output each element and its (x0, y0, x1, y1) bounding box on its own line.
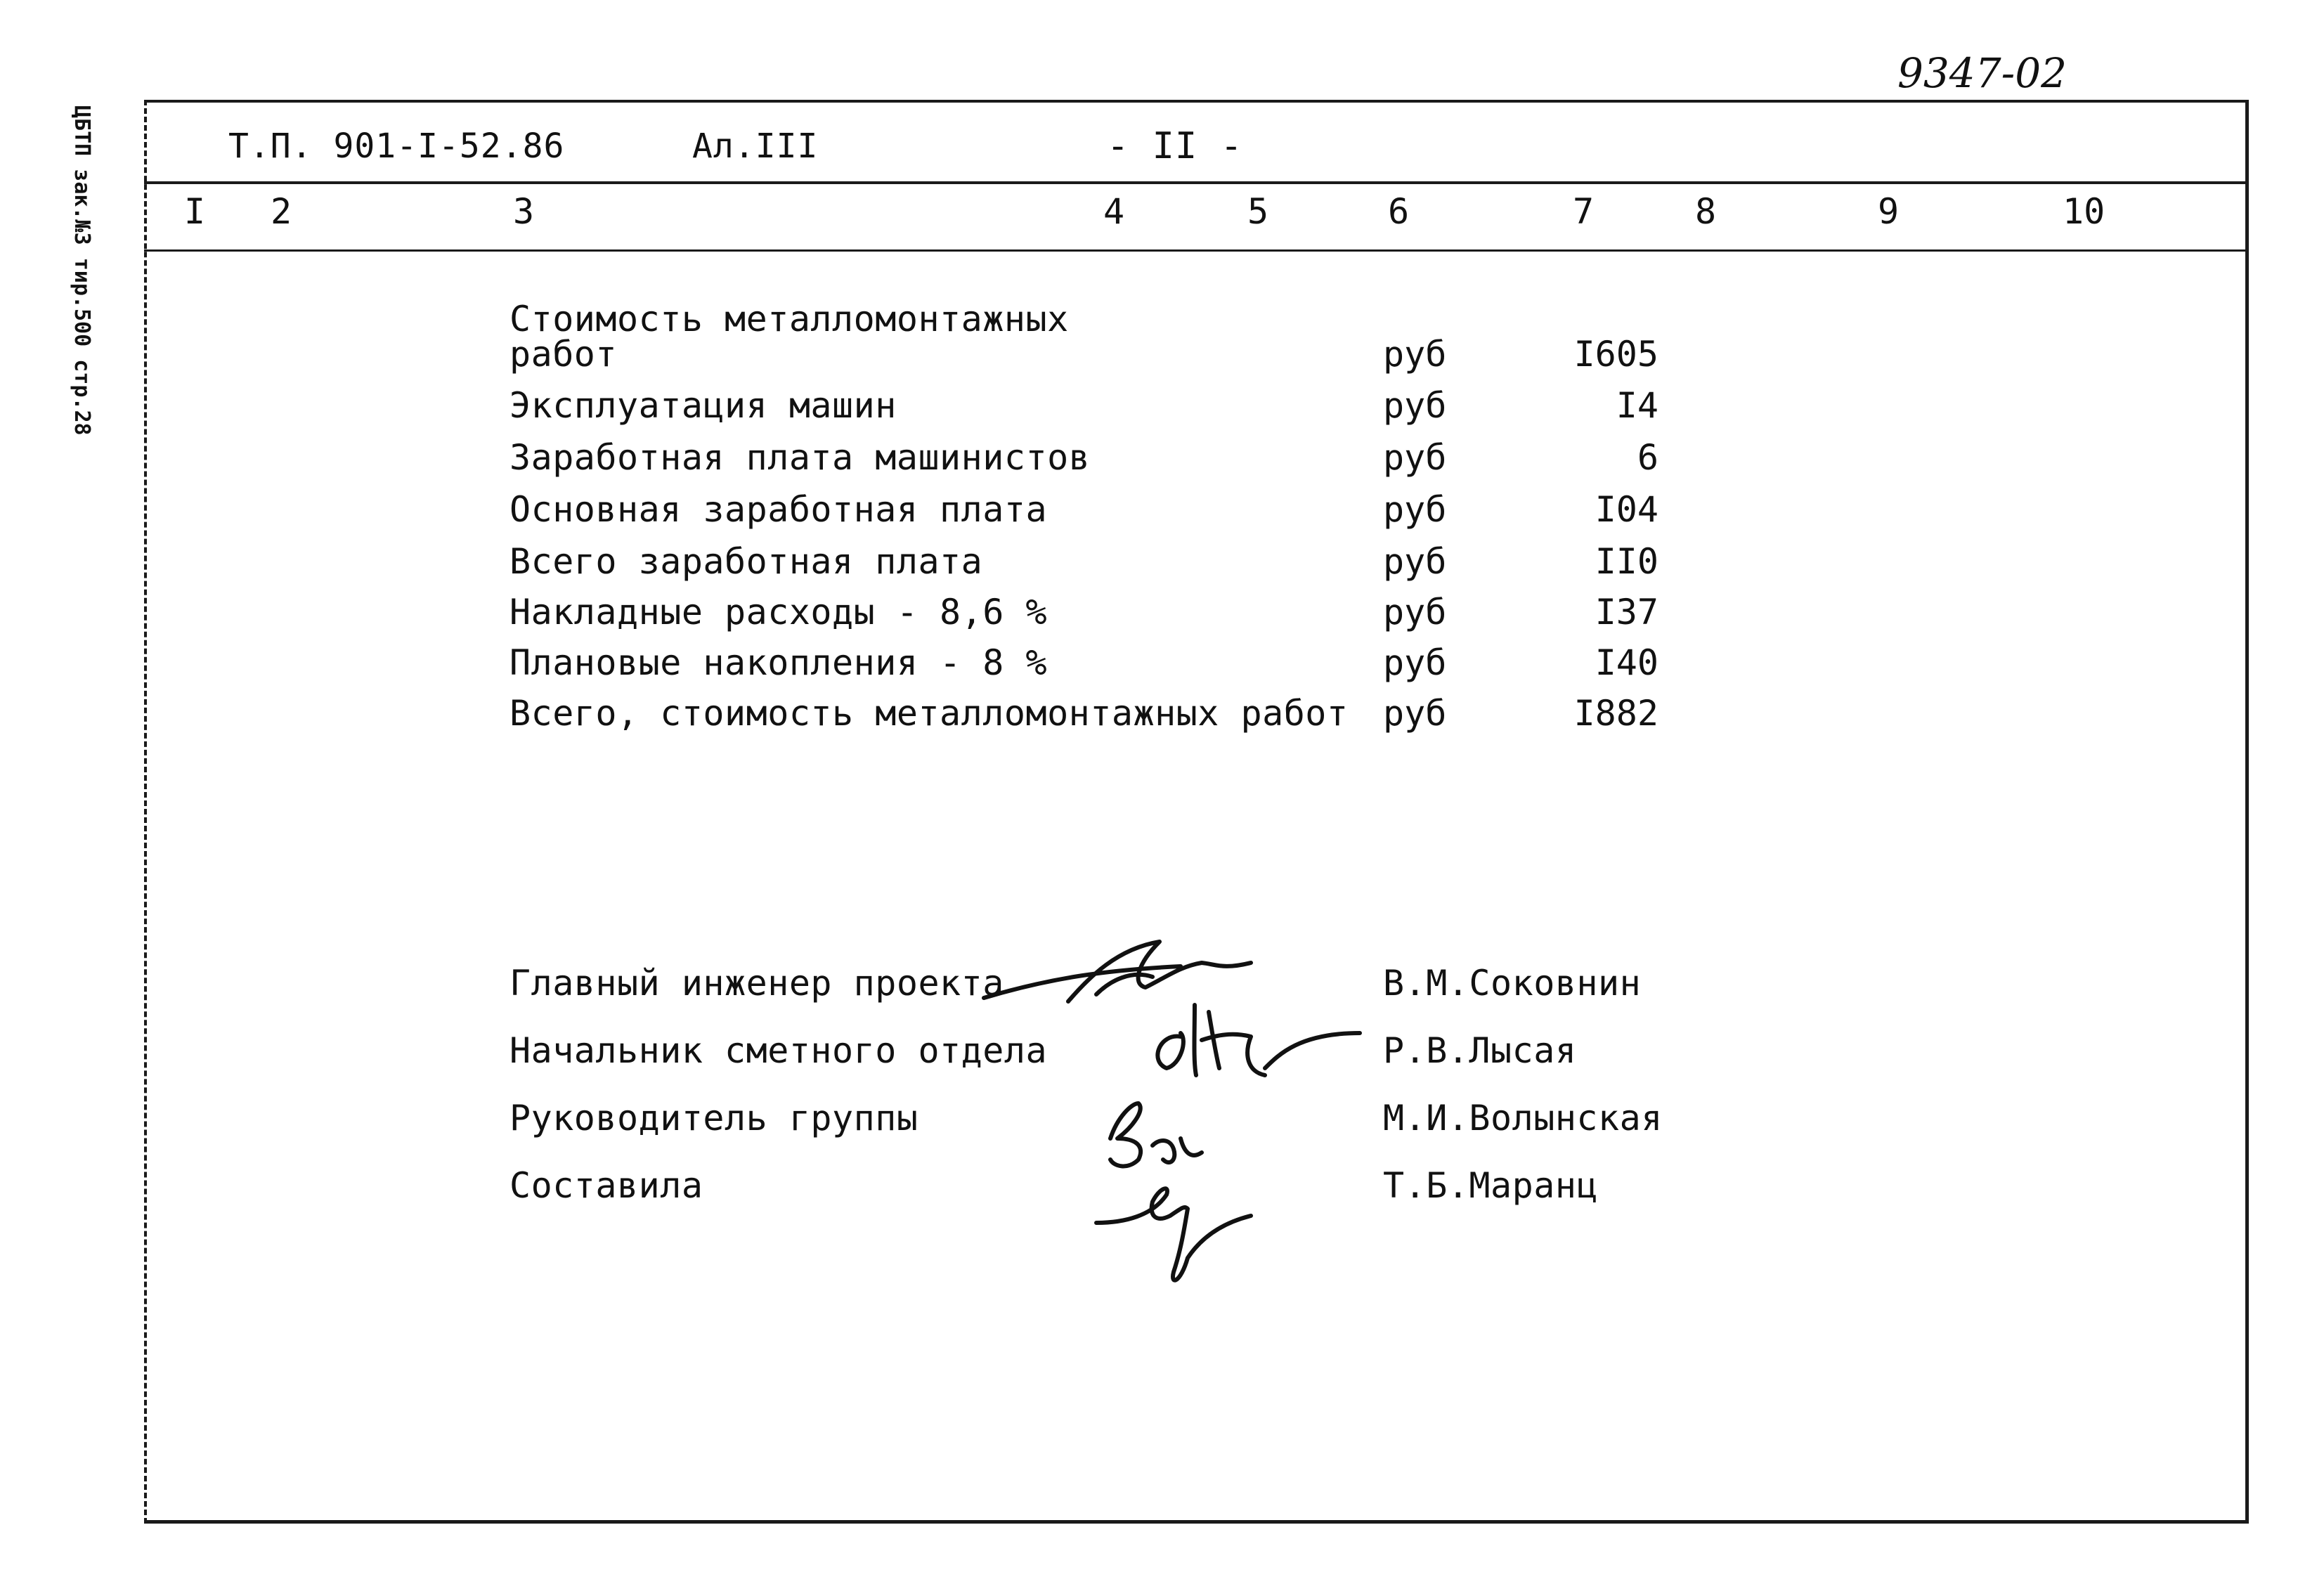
row-value: I4 (1616, 385, 1658, 426)
album-number: Ал.III (692, 126, 819, 166)
column-number: 5 (1247, 191, 1269, 232)
row-value: II0 (1595, 541, 1658, 582)
row-unit: руб (1383, 592, 1447, 632)
row-unit: руб (1383, 489, 1447, 530)
column-number: 6 (1388, 191, 1410, 232)
column-number: 7 (1573, 191, 1595, 232)
signature-2 (1157, 1005, 1360, 1075)
column-number: 4 (1103, 191, 1125, 232)
signature-3 (1110, 1103, 1202, 1166)
page-frame (144, 100, 2249, 1524)
print-stamp: ЦБТП зак.№3 тир.500 стр.28 (70, 105, 94, 436)
signatory-name: В.М.Соковнин (1383, 963, 1642, 1004)
column-number: 8 (1695, 191, 1717, 232)
column-header-separator (144, 249, 2246, 252)
column-number: 9 (1878, 191, 1900, 232)
document-number: 9347-02 (1897, 49, 2067, 97)
row-value: 6 (1637, 437, 1658, 478)
project-code: Т.П. 901-I-52.86 (228, 126, 565, 166)
column-number: I (184, 191, 206, 232)
signatory-name: М.И.Волынская (1383, 1098, 1663, 1138)
signatory-role: Главный инженер проекта (509, 963, 1004, 1004)
row-name: Всего заработная плата (509, 541, 983, 582)
row-unit: руб (1383, 385, 1447, 426)
signatory-name: Т.Б.Маранц (1383, 1165, 1599, 1206)
row-name: работ (509, 334, 618, 375)
row-unit: руб (1383, 541, 1447, 582)
row-value: I37 (1595, 592, 1658, 632)
row-name: Заработная плата машинистов (509, 437, 1091, 478)
row-name: Основная заработная плата (509, 489, 1048, 530)
signatory-role: Составила (509, 1165, 703, 1206)
signatory-role: Начальник сметного отдела (509, 1030, 1048, 1071)
row-value: I40 (1595, 642, 1658, 683)
row-value: I605 (1573, 334, 1658, 375)
row-value: I882 (1573, 693, 1658, 734)
handwritten-signatures (970, 928, 1391, 1293)
row-unit: руб (1383, 437, 1447, 478)
row-value: I04 (1595, 489, 1658, 530)
column-number: 10 (2063, 191, 2105, 232)
row-name: Плановые накопления - 8 % (509, 642, 1048, 683)
row-name: Всего, стоимость металломонтажных работ (509, 693, 1349, 734)
column-number: 2 (271, 191, 292, 232)
header-separator (144, 181, 2246, 184)
row-unit: руб (1383, 642, 1447, 683)
signatory-name: Р.В.Лысая (1383, 1030, 1577, 1071)
column-number: 3 (513, 191, 535, 232)
signature-1 (984, 942, 1251, 1001)
page-number: - II - (1107, 125, 1243, 167)
row-name: Накладные расходы - 8,6 % (509, 592, 1048, 632)
row-name: Эксплуатация машин (509, 385, 897, 426)
row-name: Стоимость металломонтажных (509, 299, 1069, 339)
signature-4 (1096, 1188, 1251, 1280)
row-unit: руб (1383, 334, 1447, 375)
signatory-role: Руководитель группы (509, 1098, 918, 1138)
row-unit: руб (1383, 693, 1447, 734)
